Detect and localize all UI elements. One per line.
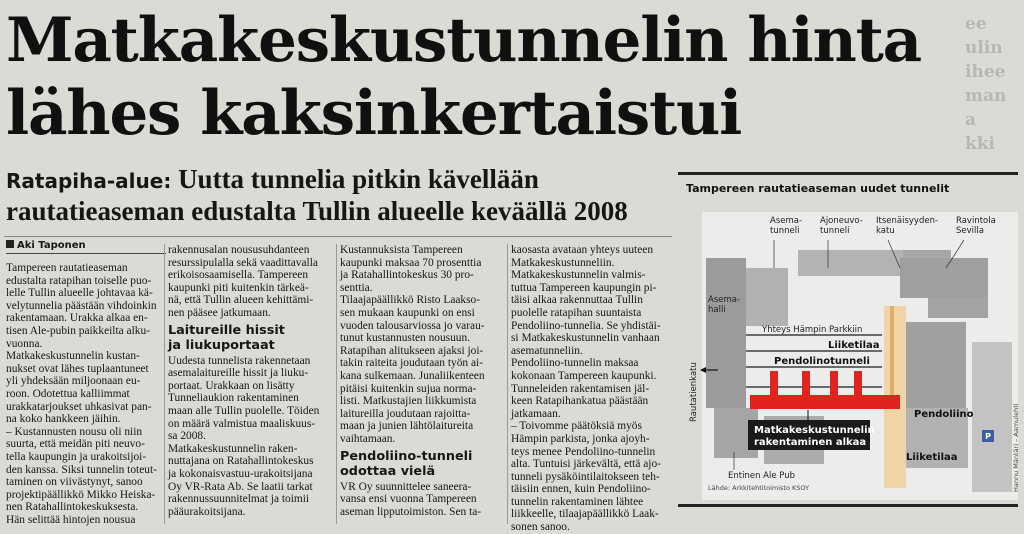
headline-line: Matkakeskustunnelin hinta bbox=[6, 5, 921, 76]
headline bbox=[6, 4, 921, 150]
building bbox=[900, 258, 988, 298]
text-column-3 bbox=[340, 244, 504, 518]
text-line: jatkamaan. bbox=[511, 407, 561, 420]
subheading bbox=[168, 323, 332, 353]
paragraph bbox=[340, 244, 504, 294]
text-line: Pendoliino-tunnelia. Se yhdistäi- bbox=[511, 319, 661, 332]
graphic-title: Tampereen rautatieaseman uudet tunnelit bbox=[686, 182, 950, 195]
station-hall bbox=[706, 258, 746, 408]
text-line: pitäisi kuitenkin sujua norma- bbox=[340, 382, 477, 395]
paragraph bbox=[340, 345, 504, 446]
text-line: Matkakeskustunnelin raken- bbox=[168, 442, 298, 455]
text-line: nen pääsee jatkumaan. bbox=[168, 306, 271, 319]
text-line: listi. Matkustajien liikkumista bbox=[340, 395, 477, 408]
text-line: Hän selittää hintojen nousua bbox=[6, 513, 136, 526]
fragment-line: kki bbox=[965, 134, 996, 154]
platform-access bbox=[830, 371, 838, 395]
text-line: Hämpin parkista, jonka ajoyh- bbox=[511, 432, 650, 445]
text-line: Uudesta tunnelista rakennetaan bbox=[168, 354, 311, 367]
label-liiketilaa: Liiketilaa bbox=[828, 340, 880, 351]
text-line: laitureilla joudutaan rajoitta- bbox=[340, 407, 471, 420]
text-line: portaat. Urakkaan on lisätty bbox=[168, 379, 295, 392]
text-line: tunnelin rakentaminen lähtee bbox=[511, 495, 644, 508]
fragment-line: man bbox=[965, 86, 1007, 106]
text-line: vansa ensi vuonna Tampereen bbox=[340, 493, 477, 506]
column-divider bbox=[164, 244, 165, 524]
paragraph bbox=[6, 262, 162, 350]
text-line: kana sulkemaan. Junaliikenteen bbox=[340, 369, 485, 382]
text-line: sen mukaan kaupunki on ensi bbox=[340, 306, 475, 319]
platform-access bbox=[770, 371, 778, 395]
text-line: edustalta ratapihan toiselle puo- bbox=[6, 274, 152, 287]
text-line: Pendoliino-tunnelin maksaa bbox=[511, 357, 639, 370]
text-line: tisen Ale-pubin paikkeilta alku- bbox=[6, 324, 150, 337]
text-line: teys menee Pendoliino-tunnelin bbox=[511, 445, 656, 458]
text-column-4 bbox=[511, 244, 671, 534]
label-ravintola-sevilla: Ravintola Sevilla bbox=[956, 216, 996, 236]
text-line: keen Ratapihankatua päästään bbox=[511, 395, 649, 408]
label-asematunneli: Asema-tunneli bbox=[770, 216, 803, 236]
text-line: Matkakeskustunneliin. bbox=[511, 256, 615, 269]
subheading bbox=[340, 449, 504, 479]
adjacent-article-fragment bbox=[965, 12, 1024, 156]
byline-name: Aki Taponen bbox=[17, 240, 86, 251]
tunnel-map bbox=[678, 172, 1024, 512]
text-line: – Toivomme päätöksiä myös bbox=[511, 420, 642, 433]
text-line: Tunneleiden rakentamisen jäl- bbox=[511, 382, 650, 395]
deck bbox=[6, 164, 666, 226]
text-line: Ratapihan alitukseen ajaksi joi- bbox=[340, 344, 484, 357]
graphic-credit: Hannu Mäntäri – Aamulehti bbox=[1012, 403, 1020, 492]
paragraph bbox=[168, 443, 332, 519]
source-credit: Lähde: Arkkitehtitoimisto KSOY bbox=[708, 484, 810, 492]
text-line: Pendoliino-tunneli bbox=[340, 448, 473, 464]
text-line: roon. Odotettua kalliimmat bbox=[6, 387, 130, 400]
text-line: pääurakoitsijana. bbox=[168, 505, 246, 518]
label-ajoneuvotunneli: Ajoneuvo-tunneli bbox=[820, 216, 863, 236]
column-divider bbox=[336, 244, 337, 524]
text-line: yli yhdeksään miljoonaan eu- bbox=[6, 375, 141, 388]
divider bbox=[4, 236, 672, 237]
text-line: suurta, että meidän piti neuvo- bbox=[6, 438, 145, 451]
label-asemahalli: Asema-halli bbox=[708, 295, 741, 315]
text-line: maan ja junien lähtölaitureita bbox=[340, 420, 474, 433]
text-line: puolelle ratapihan suuntaista bbox=[511, 306, 642, 319]
text-line: vuonna. bbox=[6, 337, 43, 350]
platform-access bbox=[854, 371, 862, 395]
label-pendolinotunneli: Pendolinotunneli bbox=[774, 356, 870, 367]
text-line: ja Ratahallintokeskus 30 pro- bbox=[340, 269, 474, 282]
text-line: tunneli pysäköintilaitokseen teh- bbox=[511, 470, 660, 483]
building bbox=[798, 250, 903, 276]
callout-text: Matkakeskustunnelin rakentaminen alkaa bbox=[754, 425, 875, 448]
paragraph bbox=[340, 294, 504, 344]
paragraph bbox=[168, 355, 332, 443]
text-line: täisiin ennen, kuin Pendoliino- bbox=[511, 483, 651, 496]
divider bbox=[678, 504, 1018, 507]
text-line: rakentamaan. Urakka alkaa en- bbox=[6, 312, 148, 325]
text-line: sa 2008. bbox=[168, 430, 206, 443]
svg-text:P: P bbox=[985, 432, 991, 441]
text-line: nen Ratahallintokeskuksesta. bbox=[6, 501, 139, 514]
label-hampin-yhteys: Yhteys Hämpin Parkkiin bbox=[762, 325, 863, 335]
text-line: alta. Tuntuisi järkevältä, että ajo- bbox=[511, 458, 661, 471]
deck-line: Uutta tunnelia pitkin kävellään bbox=[178, 164, 539, 194]
column-divider bbox=[507, 244, 508, 524]
text-line: velytunnelia päästään vihdoinkin bbox=[6, 299, 157, 312]
text-line: kokonaan Tampereen kaupunki. bbox=[511, 369, 657, 382]
text-line: täisi alkaa rakennuttaa Tullin bbox=[511, 294, 643, 307]
headline-line: lähes kaksinkertaistui bbox=[6, 78, 742, 149]
text-line: Laitureille hissit bbox=[168, 322, 285, 338]
building bbox=[906, 322, 966, 408]
label-entinen-ale-pub: Entinen Ale Pub bbox=[728, 471, 796, 481]
label-liiketilaa: Liiketilaa bbox=[906, 452, 958, 463]
text-line: sonen sanoo. bbox=[511, 521, 570, 534]
text-line: senttia. bbox=[340, 281, 373, 294]
text-line: ja liukuportaat bbox=[168, 337, 275, 353]
paragraph bbox=[6, 350, 162, 426]
label-pendoliino: Pendoliino bbox=[914, 409, 974, 420]
fragment-line: ihee bbox=[965, 62, 1006, 82]
text-line: kaosasta avataan yhteys uuteen bbox=[511, 244, 654, 256]
tunnel-map-graphic bbox=[678, 172, 1024, 512]
text-line: den kanssa. Siksi tunnelin toteut- bbox=[6, 463, 157, 476]
kicker: Ratapiha-alue: bbox=[6, 169, 172, 193]
text-line: vaihtamaan. bbox=[340, 432, 396, 445]
text-line: rakennussuunnitelmat ja toimii bbox=[168, 493, 310, 506]
paragraph bbox=[168, 244, 332, 320]
fragment-line: ulin bbox=[965, 38, 1003, 58]
text-line: tella kaupungin ja urakoitsijoi- bbox=[6, 450, 147, 463]
text-line: kaupunki maksaa 70 prosenttia bbox=[340, 256, 482, 269]
paragraph bbox=[6, 426, 162, 527]
text-line: projektipäällikkö Mikko Heiska- bbox=[6, 488, 156, 501]
fragment-line: ee bbox=[965, 14, 987, 34]
text-line: erikoisosaamisella. Tampereen bbox=[168, 269, 309, 282]
text-line: on määrä valmistua maaliskuus- bbox=[168, 417, 316, 430]
fragment-line: a bbox=[965, 110, 977, 130]
text-line: Matkakeskustunnelin kustan- bbox=[6, 350, 140, 363]
text-column-2 bbox=[168, 244, 332, 518]
text-line: liikkeelle, tilaajapäällikkö Laak- bbox=[511, 508, 659, 521]
pendoliino-tunnel-line bbox=[890, 306, 894, 401]
pen-icon bbox=[6, 240, 14, 248]
text-line: VR Oy suunnittelee saneera- bbox=[340, 480, 472, 493]
text-column-1 bbox=[6, 262, 162, 526]
platform-access bbox=[802, 371, 810, 395]
text-line: taminen on viivästynyt, sanoo bbox=[6, 476, 143, 489]
text-line: si Matkakeskustunnelin vanhaan bbox=[511, 332, 660, 345]
text-line: kaupunki piti kuitenkin tärkeä- bbox=[168, 281, 309, 294]
text-line: nuttajana on Ratahallintokeskus bbox=[168, 455, 314, 468]
text-line: lelle Tullin alueelle johtavaa kä- bbox=[6, 287, 153, 300]
building bbox=[928, 298, 988, 318]
deck-line: rautatieaseman edustalta Tullin alueelle keväällä 2008 bbox=[6, 196, 628, 226]
paragraph bbox=[511, 269, 671, 357]
label-rautatienkatu: Rautatienkatu bbox=[689, 362, 699, 422]
text-line: Tunneliaukion rakentaminen bbox=[168, 392, 299, 405]
byline bbox=[6, 238, 166, 254]
text-line: Tampereen rautatieaseman bbox=[6, 262, 128, 274]
text-line: asemalaitureille hissit ja liuku- bbox=[168, 367, 309, 380]
text-line: odottaa vielä bbox=[340, 463, 436, 479]
label-itsenaisyydenkatu: Itsenäisyyden-katu bbox=[876, 216, 939, 236]
text-line: nukset ovat lähes tuplaantuneet bbox=[6, 362, 149, 375]
text-line: ja kokonaisvastuu-urakoitsijana bbox=[168, 467, 313, 480]
building bbox=[746, 268, 788, 326]
text-line: Matkakeskustunnelin valmis- bbox=[511, 269, 646, 282]
text-line: maan alle Tullin puolelle. Töiden bbox=[168, 404, 320, 417]
text-line: vuoden talousarviossa jo varau- bbox=[340, 319, 485, 332]
text-line: rakennusalan noususuhdanteen bbox=[168, 244, 310, 256]
matkakeskus-tunnel bbox=[750, 395, 900, 409]
text-line: tuttua Tampereen kaupungin pi- bbox=[511, 281, 657, 294]
road bbox=[972, 342, 1012, 492]
text-line: Kustannuksista Tampereen bbox=[340, 244, 463, 256]
text-line: na koko hankkeen jäihin. bbox=[6, 413, 121, 426]
text-line: urakkatarjoukset uhkasivat pan- bbox=[6, 400, 152, 413]
text-line: takin raiteita joudutaan työn ai- bbox=[340, 357, 483, 370]
text-line: tunut kustannusten nousuun. bbox=[340, 332, 471, 345]
text-line: – Kustannusten nousu oli niin bbox=[6, 425, 143, 438]
paragraph bbox=[511, 357, 671, 420]
text-line: aseman lipputoimiston. Sen ta- bbox=[340, 505, 482, 518]
text-line: asematunneliin. bbox=[511, 344, 583, 357]
text-line: nä, että Tullin alueen kehittämi- bbox=[168, 294, 314, 307]
paragraph bbox=[511, 244, 671, 269]
text-line: resurssipulalla sekä vaadittavalla bbox=[168, 256, 318, 269]
text-line: Tilaajapäällikkö Risto Laakso- bbox=[340, 294, 481, 307]
text-line: Oy VR-Rata Ab. Se laatii tarkat bbox=[168, 480, 313, 493]
paragraph bbox=[511, 420, 671, 533]
paragraph bbox=[340, 481, 504, 519]
